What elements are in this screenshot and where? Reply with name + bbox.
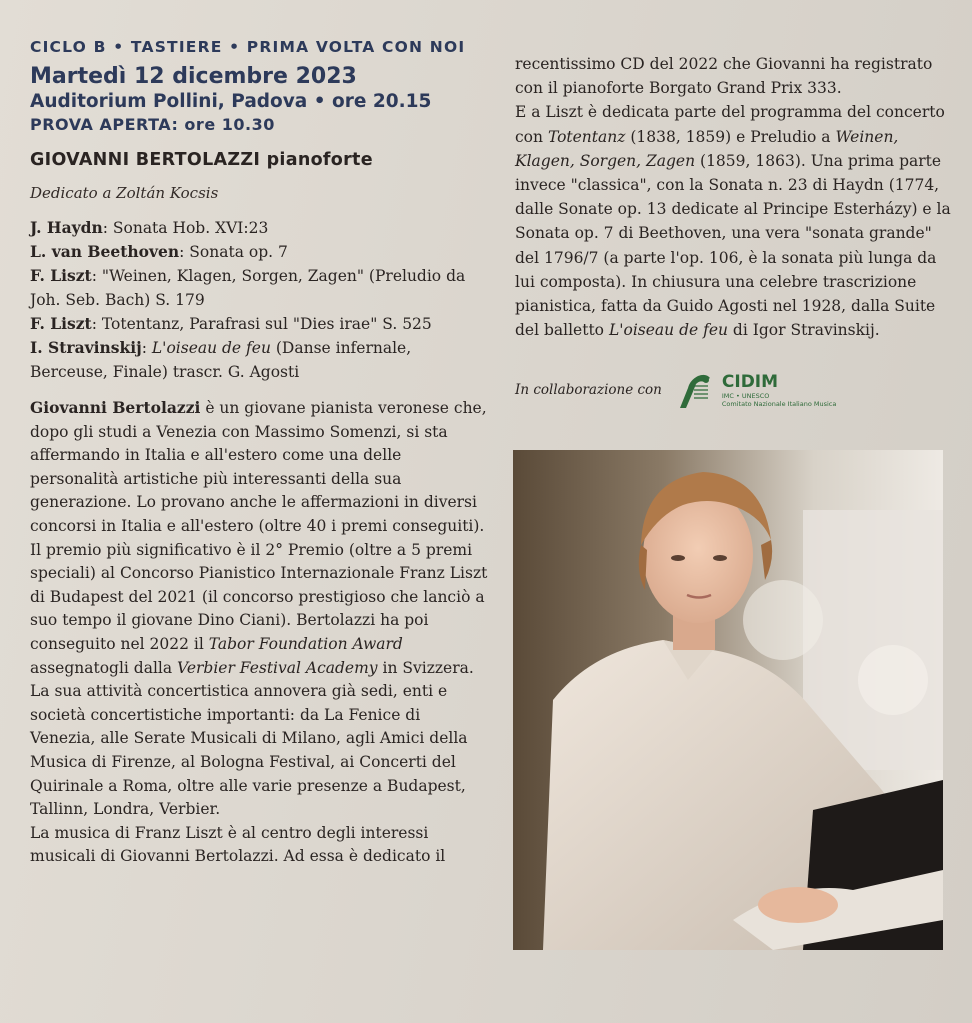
program-item [30, 216, 490, 240]
open-rehearsal: PROVA APERTA: ore 10.30 [30, 115, 275, 134]
logo-name: CIDIM [721, 372, 779, 393]
right-column [515, 52, 955, 412]
biography [30, 396, 490, 869]
cont-text: (1859, 1863). Una prima parte invece "classica", con la Sonata n. 23 di Haydn (1774, dalle Sonate op. 13 dedicate al Principe Esterházy) e la Sonata op. 7 di Beethoven, una vera "sonata grande" del 1796/7 (a parte l'op. 106, è la sonata più lunga da lui composta). In chiusura una celebre trascrizione pianistica, fatta da Guido Agosti nel 1928, dalla Suite del balletto [515, 151, 951, 340]
continued-text [515, 52, 955, 342]
bio-paragraph: La musica di Franz Liszt è al centro degli interessi musicali di Giovanni Bertolazzi. Ad essa è dedicato il [30, 823, 446, 866]
bio-italic: Verbier Festival Academy [177, 658, 378, 677]
bio-name: Giovanni Bertolazzi [30, 398, 201, 417]
collaboration-label: In collaborazione con [515, 382, 662, 399]
program-list [30, 216, 490, 384]
program-item [30, 264, 490, 312]
work-title-italic: L'oiseau de feu [151, 339, 271, 357]
continued-paragraph [515, 100, 955, 342]
cont-italic: L'oiseau de feu [608, 321, 728, 340]
work-title: : [141, 339, 152, 357]
cidim-logo [674, 368, 836, 412]
concert-date: Martedì 12 dicembre 2023 [30, 64, 357, 89]
cont-text: (1838, 1859) e Preludio a [625, 127, 836, 146]
series-label: CICLO B • TASTIERE • PRIMA VOLTA CON NOI [30, 38, 466, 56]
program-item [30, 240, 490, 264]
work-details: (Danse infernale, Berceuse, Finale) trascr. G. Agosti [30, 339, 412, 381]
pianist-photo [513, 450, 943, 950]
cidim-emblem-icon [674, 368, 718, 412]
performer-heading [30, 150, 490, 170]
cont-italic: Totentanz [547, 127, 626, 146]
concert-venue: Auditorium Pollini, Padova • ore 20.15 [30, 91, 432, 112]
left-column [30, 38, 490, 869]
continued-paragraph: recentissimo CD del 2022 che Giovanni ha registrato con il pianoforte Borgato Grand Prix 333. [515, 55, 933, 98]
composer: F. Liszt [30, 314, 92, 333]
work-title: : "Weinen, Klagen, Sorgen, Zagen" (Preludio da Joh. Seb. Bach) S. 179 [30, 267, 466, 309]
work-title: : Sonata op. 7 [179, 243, 288, 261]
bio-paragraph [30, 396, 490, 539]
bio-text: in Svizzera. [377, 658, 474, 677]
composer: L. van Beethoven [30, 242, 180, 261]
bio-text: è un giovane pianista veronese che, dopo gli studi a Venezia con Massimo Somenzi, si sta affermando in Italia e all'estero come una delle personalità artistiche più interessanti della sua generazione. Lo provano anche le affermazioni in diversi concorsi in Italia e all'estero (oltre 40 i premi conseguiti). [30, 399, 487, 535]
program-item [30, 312, 490, 336]
cont-text: di Igor Stravinskij. [728, 321, 880, 340]
cont-text: E a Liszt è dedicata parte del programma del concerto con [515, 103, 945, 146]
cont-italic: Weinen, Klagen, Sorgen, Zagen [515, 127, 899, 170]
dedication: Dedicato a Zoltán Kocsis [30, 184, 219, 202]
bio-text: assegnatogli dalla [30, 658, 178, 677]
pianist-portrait-photo-icon [513, 450, 943, 950]
composer: F. Liszt [30, 266, 92, 285]
logo-tag: IMC • UNESCO [721, 392, 770, 401]
bio-paragraph [30, 539, 490, 681]
bio-italic: Tabor Foundation Award [208, 634, 403, 653]
composer: J. Haydn [30, 218, 103, 237]
logo-subtitle: Comitato Nazionale Italiano Musica [721, 400, 837, 409]
work-title: : Totentanz, Parafrasi sul "Dies irae" S. 525 [91, 315, 432, 333]
performer-name: GIOVANNI BERTOLAZZI [30, 150, 261, 170]
program-item [30, 336, 490, 384]
logo-text [722, 372, 836, 408]
composer: I. Stravinskij [30, 338, 142, 357]
work-title: : Sonata Hob. XVI:23 [102, 219, 269, 237]
collaboration [515, 368, 955, 412]
bio-paragraph: La sua attività concertistica annovera già sedi, enti e società concertistiche importanti: da La Fenice di Venezia, alle Serate Musicali di Milano, agli Amici della Musica di Firenze, al Bologna Festival, ai Concerti del Quirinale a Roma, oltre alle varie presenze a Budapest, Tallinn, Londra, Verbier. [30, 682, 468, 819]
performer-instrument: pianoforte [266, 150, 373, 170]
bio-text: Il premio più significativo è il 2° Premio (oltre a 5 premi speciali) al Concorso Pianistico Internazionale Franz Liszt di Budapest del 2021 (il concorso prestigioso che lanciò a suo tempo il giovane Dino Ciani). Bertolazzi ha poi conseguito nel 2022 il [30, 540, 488, 653]
